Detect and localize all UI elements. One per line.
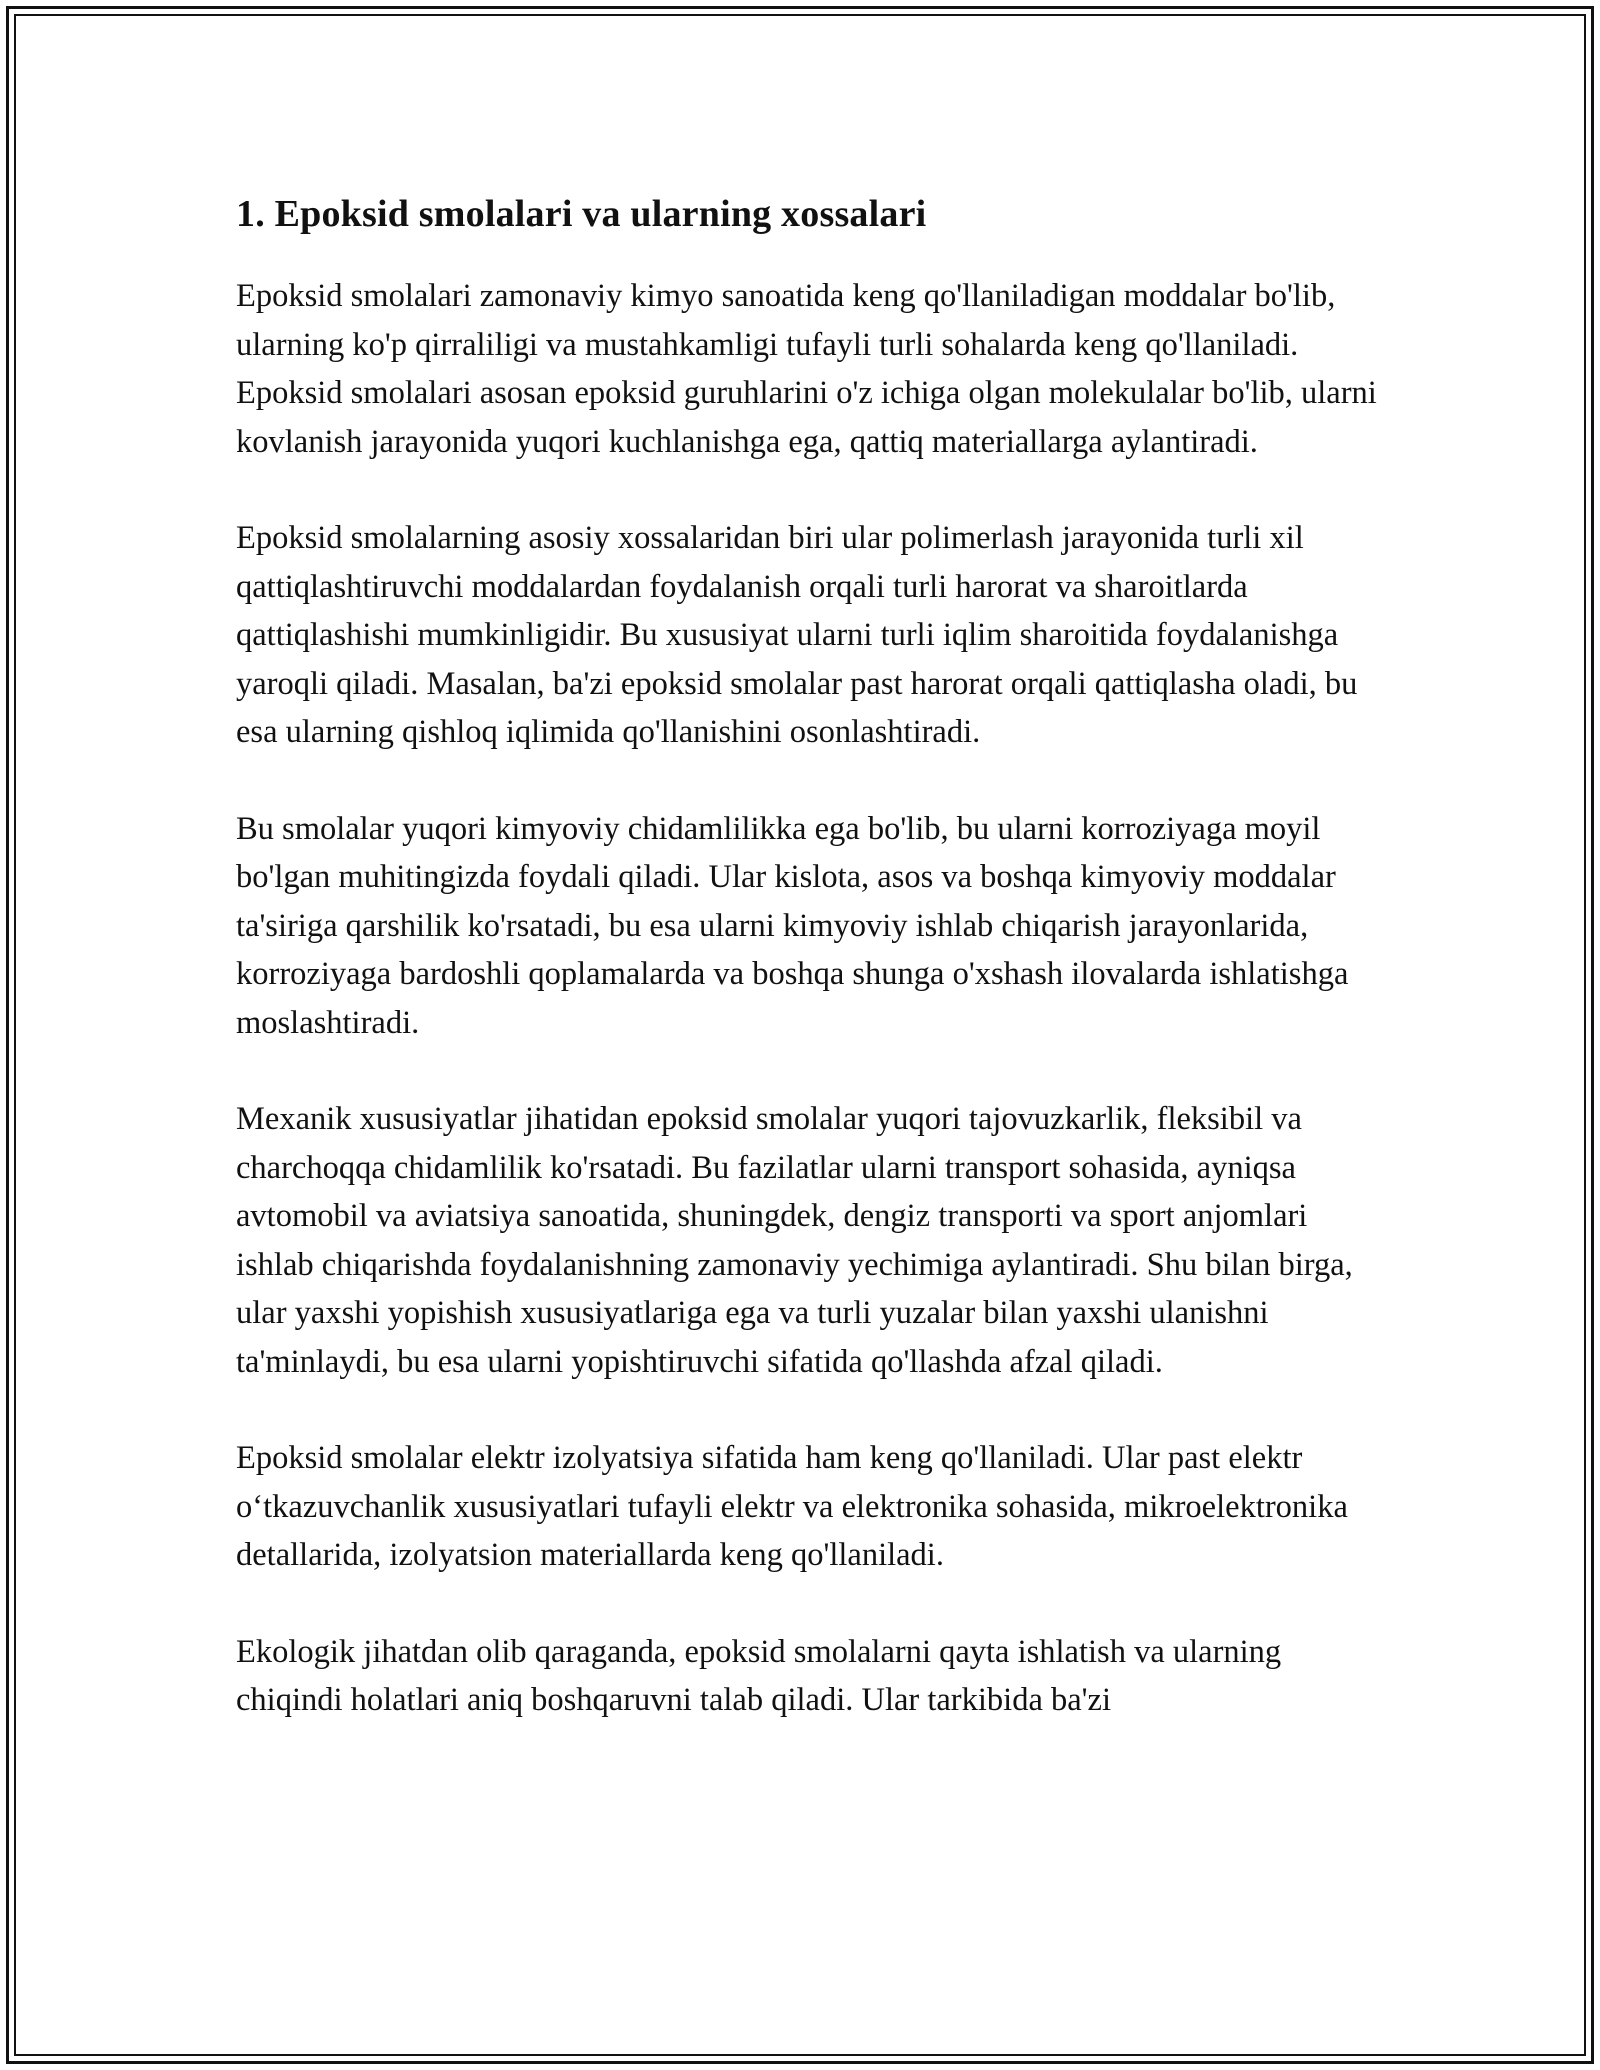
paragraph-2: Epoksid smolalarning asosiy xossalaridan biri ular polimerlash jarayonida turli xil qattiqlashtiruvchi moddalardan foydalanish orqali turli harorat va sharoitlarda qattiqlashishi mumkinligidir. Bu xususiyat ularni turli iqlim sharoitida foydalanishga yaroqli qiladi. Masalan, ba'zi epoksid smolalar past harorat orqali qattiqlasha oladi, bu esa ularning qishloq iqlimida qo'llanishini osonlashtiradi. xyxy=(236,520,1358,750)
paragraph-6: Ekologik jihatdan olib qaraganda, epoksid smolalarni qayta ishlatish va ularning chiqindi holatlari aniq boshqaruvni talab qiladi. Ular tarkibida ba'zi xyxy=(236,1633,1282,1718)
paragraph-1: Epoksid smolalari zamonaviy kimyo sanoatida keng qo'llaniladigan moddalar bo'lib, ularning ko'p qirraliligi va mustahkamligi tufayli turli sohalarda keng qo'llaniladi. Epoksid smolalari asosan epoksid guruhlarini o'z ichiga olgan molekulalar bo'lib, ularni kovlanish jarayonida yuqori kuchlanishga ega, qattiq materiallarga aylantiradi. xyxy=(236,278,1377,460)
section-heading: 1. Epoksid smolalari va ularning xossalari xyxy=(236,193,927,235)
document-body xyxy=(236,186,1386,1773)
paragraph-3: Bu smolalar yuqori kimyoviy chidamlilikka ega bo'lib, bu ularni korroziyaga moyil bo'lgan muhitingizda foydali qiladi. Ular kislota, asos va boshqa kimyoviy moddalar ta'siriga qarshilik ko'rsatadi, bu esa ularni kimyoviy ishlab chiqarish jarayonlarida, korroziyaga bardoshli qoplamalarda va boshqa shunga o'xshash ilovalarda ishlatishga moslashtiradi. xyxy=(236,810,1349,1041)
paragraph-5: Epoksid smolalar elektr izolyatsiya sifatida ham keng qo'llaniladi. Ular past elektr o‘tkazuvchanlik xususiyatlari tufayli elektr va elektronika sohasida, mikroelektronika detallarida, izolyatsion materiallarda keng qo'llaniladi. xyxy=(236,1440,1348,1573)
paragraph-4: Mexanik xususiyatlar jihatidan epoksid smolalar yuqori tajovuzkarlik, fleksibil va charchoqqa chidamlilik ko'rsatadi. Bu fazilatlar ularni transport sohasida, ayniqsa avtomobil va aviatsiya sanoatida, shuningdek, dengiz transporti va sport anjomlari ishlab chiqarishda foydalanishning zamonaviy yechimiga aylantiradi. Shu bilan birga, ular yaxshi yopishish xususiyatlariga ega va turli yuzalar bilan yaxshi ulanishni ta'minlaydi, bu esa ularni yopishtiruvchi sifatida qo'llashda afzal qiladi. xyxy=(236,1101,1353,1380)
